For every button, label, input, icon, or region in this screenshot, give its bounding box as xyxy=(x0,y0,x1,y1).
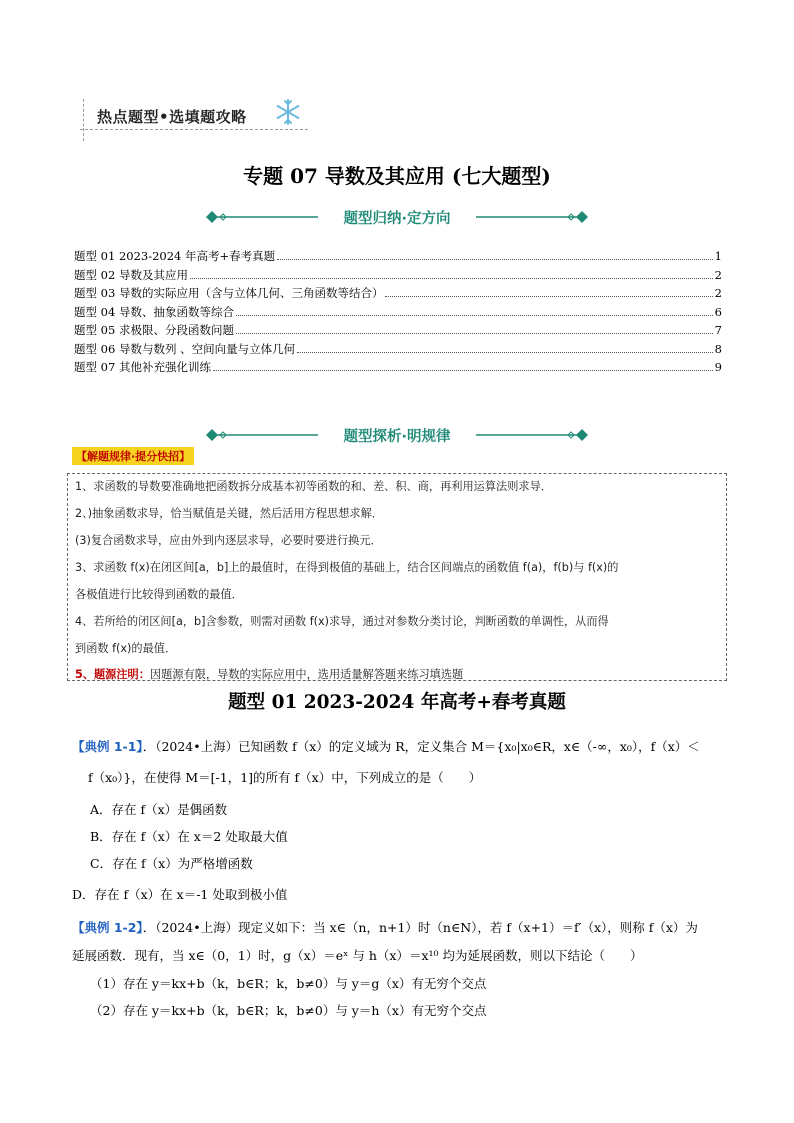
rule-line-source xyxy=(75,666,723,682)
section-title: 题型归纳·定方向 xyxy=(343,211,451,227)
rule-line: 4、若所给的闭区间[a，b]含参数，则需对函数 f(x)求导，通过对参数分类讨论，判断函数的单调性，从而得 xyxy=(75,615,609,628)
example-1-2-line2: 延展函数．现有，当 x∈（0，1）时，g（x）＝eˣ 与 h（x）＝x¹⁰ 均为延展函数，则以下结论（ ） xyxy=(72,948,643,963)
toc-label: 题型 07 其他补充强化训练 xyxy=(74,360,211,374)
toc-item[interactable] xyxy=(74,321,722,340)
example-1-1-line1 xyxy=(72,737,700,755)
rule-bold-label: 题源注明： xyxy=(93,668,150,681)
example-tag: 【典例 1-1】 xyxy=(72,739,143,754)
toc-item[interactable] xyxy=(74,303,722,322)
section-header-summary xyxy=(200,207,594,227)
statement-2: （2）存在 y＝kx+b（k，b∈R；k，b≠0）与 y＝h（x）有无穷个交点 xyxy=(90,1003,487,1018)
example-1-1-line2: f（x₀）}，在使得 M＝[-1，1]的所有 f（x）中，下列成立的是（ ） xyxy=(88,770,482,785)
rule-text: 因题源有限，导数的实际应用中，选用适量解答题来练习填选题 xyxy=(149,668,464,681)
rule-number: 5、 xyxy=(75,668,94,681)
rule-line: 各极值进行比较得到函数的最值． xyxy=(75,588,243,601)
option-a: A．存在 f（x）是偶函数 xyxy=(90,802,228,817)
section-header-analysis xyxy=(200,425,594,445)
option-b: B．存在 f（x）在 x＝2 处取最大值 xyxy=(90,829,288,844)
banner-title: 热点题型•选填题攻略 xyxy=(97,108,247,126)
toc-label: 题型 06 导数与数列 、空间向量与立体几何 xyxy=(74,341,296,356)
toc-page: 2 xyxy=(714,286,722,300)
toc-page: 8 xyxy=(714,341,722,356)
example-text: ．（2024•上海）已知函数 f（x）的定义域为 R，定义集合 M＝{x₀|x₀∈R，x∈（-∞，x₀），f（x）＜ xyxy=(142,739,700,754)
section-title: 题型探析·明规律 xyxy=(343,429,451,445)
banner-underline xyxy=(80,129,308,130)
rule-line: 到函数 f(x)的最值． xyxy=(75,642,177,655)
rules-tag: 【解题规律·提分快招】 xyxy=(72,447,194,465)
toc-page: 1 xyxy=(714,249,722,263)
toc-item[interactable] xyxy=(74,266,722,285)
toc-page: 7 xyxy=(714,323,722,337)
toc-item[interactable] xyxy=(74,340,722,359)
snowflake-icon xyxy=(274,98,302,126)
toc-item[interactable] xyxy=(74,358,722,377)
rule-line: 2、)抽象函数求导，恰当赋值是关键，然后活用方程思想求解． xyxy=(75,507,383,520)
toc-page: 9 xyxy=(714,360,722,374)
example-1-2-line1 xyxy=(72,918,698,936)
toc-label: 题型 03 导数的实际应用（含与立体几何、三角函数等结合） xyxy=(74,286,384,300)
page-title: 专题 07 导数及其应用 (七大题型) xyxy=(243,164,551,188)
toc-label: 题型 04 导数、抽象函数等综合 xyxy=(74,304,234,319)
rule-line: (3)复合函数求导，应由外到内逐层求导，必要时要进行换元． xyxy=(75,534,382,547)
toc-label: 题型 05 求极限、分段函数问题 xyxy=(74,323,234,337)
example-tag: 【典例 1-2】 xyxy=(72,920,143,935)
section-heading: 题型 01 2023-2024 年高考+春考真题 xyxy=(228,692,566,713)
toc-page: 2 xyxy=(714,267,722,282)
table-of-contents xyxy=(74,247,722,377)
option-d: D．存在 f（x）在 x＝-1 处取到极小值 xyxy=(72,887,288,902)
rule-line: 1、求函数的导数要准确地把函数拆分成基本初等函数的和、差、积、商，再利用运算法则求导． xyxy=(75,480,552,493)
banner-divider xyxy=(83,99,85,141)
statement-1: （1）存在 y＝kx+b（k，b∈R；k，b≠0）与 y＝g（x）有无穷个交点 xyxy=(90,976,487,991)
toc-label: 题型 02 导数及其应用 xyxy=(74,267,188,282)
example-text: ．（2024•上海）现定义如下：当 x∈（n，n+1）时（n∈N），若 f（x+1）＝f′（x），则称 f（x）为 xyxy=(142,920,698,935)
toc-label: 题型 01 2023-2024 年高考+春考真题 xyxy=(74,249,276,263)
toc-page: 6 xyxy=(714,304,722,319)
toc-item[interactable] xyxy=(74,284,722,303)
rule-line: 3、求函数 f(x)在闭区间[a，b]上的最值时，在得到极值的基础上，结合区间端点的函数值 f(a)，f(b)与 f(x)的 xyxy=(75,561,619,574)
toc-item[interactable] xyxy=(74,247,722,266)
option-c: C．存在 f（x）为严格增函数 xyxy=(90,856,253,871)
